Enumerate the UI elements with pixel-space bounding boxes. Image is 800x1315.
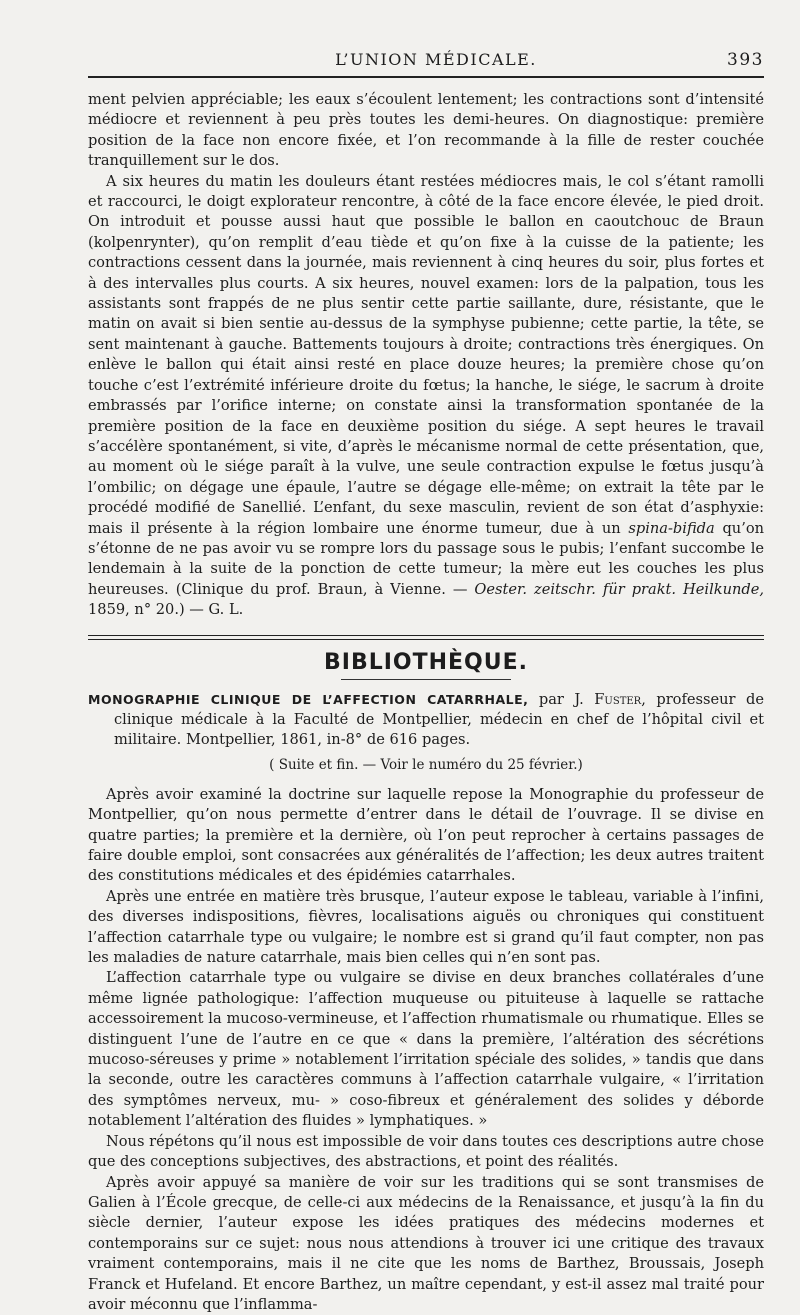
review-paragraph: Après avoir appuyé sa manière de voir sur les traditions qui se sont transmises de Galien à l’École grecque, de celle-ci aux médecins de la Renaissance, et jusqu’à la fin du siècle dernier, l’auteur expose les idées pratiques des médecins modernes et contemporains sur ce sujet: nous nous attendions à trouver ici une critique des travaux vraiment contemporains, mais il ne cite que les noms de Barthez, Broussais, Joseph Franck et Hufeland. Et encore Barthez, un maître cependant, y est-il assez mal traité pour avoir méconnu que l’inflamma- <box>88 1173 764 1315</box>
journal-title: L’UNION MÉDICALE. <box>88 50 764 69</box>
review-paragraph: Après une entrée en matière très brusque, l’auteur expose le tableau, variable à l’infini, des diverses indispositions, fièvres, localisations aiguës ou chroniques qui constituent l’affection catarrhale type ou vulgaire; le nombre est si grand qu’il faut compter, non pas les maladies de nature catarrhale, mais bien celles qui n’en sont pas. <box>88 887 764 969</box>
review-details: professeur de clinique médicale à la Faculté de Montpellier, médecin en chef de l’hôpital civil et militaire. Montpellier, 1861, in-8° de 616 pages. <box>114 691 764 749</box>
review-by: par J. <box>539 691 584 708</box>
paragraph-continued: ment pelvien appréciable; les eaux s’écoulent lentement; les contractions sont d’intensité médiocre et reviennent à peu près toutes les demi-heures. On diagnostique: première position de la face non encore fixée, et l’on recommande à la fille de rester couchée tranquillement sur le dos. <box>88 90 764 172</box>
review-entry <box>88 690 764 751</box>
case-text-continued: qu’on s’étonne de ne pas avoir vu se rompre lors du passage sous le pubis; l’enfant succombe le lendemain à la suite de la ponction de cette tumeur; la mère eut les couches les plus heureuses. (Clinique du prof. Braun, à Vienne. — <box>88 520 764 598</box>
italic-term: spina-bifida <box>628 520 714 537</box>
case-text: A six heures du matin les douleurs étant restées médiocres mais, le col s’étant ramolli et raccourci, le doigt explorateur rencontre, à côté de la face encore élevée, le pied droit. On introduit et pousse aussi haut que possible le ballon en caoutchouc de Braun (kolpenrynter), qu’on remplit d’eau tiède et qu’on fixe à la cuisse de la patiente; les contractions cessent dans la journée, mais reviennent à cinq heures du soir, plus fortes et à des intervalles plus courts. A six heures, nouvel examen: lors de la palpation, tous les assistants sont frappés de ne plus sentir cette partie saillante, dure, résistante, que le matin on avait si bien sentie au-dessus de la symphyse pubienne; cette partie, la tête, se sent maintenant à gauche. Battements toujours à droite; contractions très énergiques. On enlève le ballon qui était ainsi resté en place douze heures; la première chose qu’on touche c’est l’extrémité inférieure droite du fœtus; la hanche, le siége, le sacrum à droite embrassés par l’orifice interne; on constate ainsi la transformation spontanée de la première position de la face en deuxième position du siége. A sept heures le travail s’accélère spontanément, si vite, d’après le mécanisme normal de cette présentation, que, au moment où le siége paraît à la vulve, une seule contraction expulse le fœtus jusqu’à l’ombilic; on dégage une épaule, l’autre se dégage elle-même; on extrait la tête par le procédé modifié de Sanellié. L’enfant, du sexe masculin, revient de son état d’asphyxie: mais il présente à la région lombaire une énorme tumeur, due à un <box>88 173 764 537</box>
section-title: BIBLIOTHÈQUE. <box>88 650 764 675</box>
citation-reference: 1859, n° 20.) — G. L. <box>88 601 243 618</box>
section-divider <box>88 635 764 640</box>
journal-citation: Oester. zeitschr. für prakt. Heilkunde, <box>474 581 764 598</box>
header-rule <box>88 76 764 78</box>
continuation-note: ( Suite et fin. — Voir le numéro du 25 février.) <box>88 757 764 773</box>
review-heading: MONOGRAPHIE CLINIQUE DE L’AFFECTION CATARRHALE, <box>88 692 528 707</box>
review-paragraph: L’affection catarrhale type ou vulgaire se divise en deux branches collatérales d’une même lignée pathologique: l’affection muqueuse ou pituiteuse à laquelle se rattache accessoirement la mucoso-vermineuse, et l’affection rhumatismale ou rhumatique. Elles se distinguent l’une de l’autre en ce que « dans la première, l’altération des sécrétions mucoso-séreuses y prime » notablement l’irritation spéciale des solides, » tandis que dans la seconde, outre les caractères communs à l’affection catarrhale vulgaire, « l’irritation des symptômes nerveux, mu- » coso-fibreux et généralement des solides y déborde notablement l’altération des fluides » lymphatiques. » <box>88 968 764 1131</box>
review-paragraph: Nous répétons qu’il nous est impossible de voir dans toutes ces descriptions autre chose que des conceptions subjectives, des abstractions, et point des réalités. <box>88 1132 764 1173</box>
case-paragraph <box>88 172 764 621</box>
review-author: Fuster, <box>594 691 646 708</box>
page-number: 393 <box>727 50 764 70</box>
review-paragraph: Après avoir examiné la doctrine sur laquelle repose la Monographie du professeur de Montpellier, qu’on nous permette d’entrer dans le détail de l’ouvrage. Il se divise en quatre parties; la première et la dernière, où l’on peut reprocher à certains passages de faire double emploi, sont consacrées aux généralités de l’affection; les deux autres traitent des constitutions médicales et des épidémies catarrhales. <box>88 785 764 887</box>
running-header <box>88 44 764 72</box>
title-rule <box>341 679 511 680</box>
